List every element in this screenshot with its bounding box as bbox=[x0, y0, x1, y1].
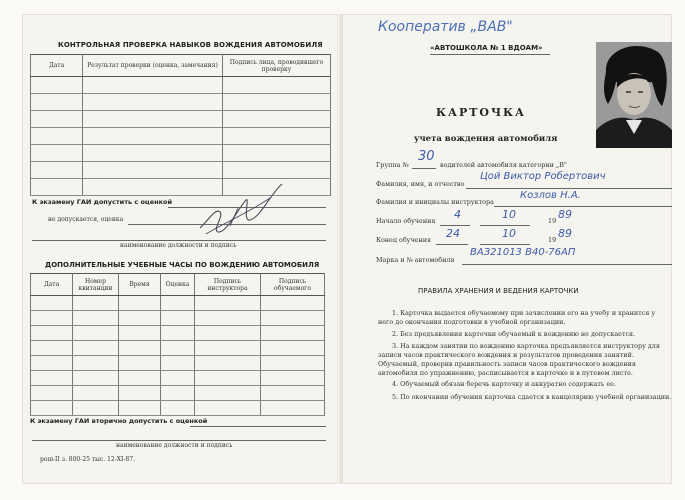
rule-item-1: 1. Карточка выдается обучаемому при зачислении его на учебу и хранится у него до окончания подготовки в учебной организации. bbox=[378, 309, 656, 326]
print-info: рош-II з. 800-25 тыс. 12-XI-87. bbox=[40, 456, 135, 463]
car-label: Марка и № автомобиля bbox=[376, 256, 455, 264]
group-line bbox=[412, 168, 436, 169]
check-header-date: Дата bbox=[31, 55, 83, 77]
start-month: 10 bbox=[502, 208, 516, 221]
start-day: 4 bbox=[454, 208, 461, 221]
school-name: «АВТОШКОЛА № 1 ВДОАМ» bbox=[430, 44, 543, 52]
car-line bbox=[462, 264, 672, 265]
extra-header-receipt: Номер квитанции bbox=[73, 274, 119, 296]
instructor-value: Козлов Н.А. bbox=[520, 190, 581, 201]
extra-header-student-sign: Подпись обучаемого bbox=[261, 274, 325, 296]
cooperative-stamp: Кооператив „ВАВ" bbox=[378, 19, 513, 35]
car-value: ВАЗ21013 В40-76АП bbox=[470, 247, 576, 258]
name-label: Фамилия, имя, и отчество bbox=[376, 180, 465, 188]
extra-header-date: Дата bbox=[31, 274, 73, 296]
table-row bbox=[31, 311, 325, 326]
card-subtitle: учета вождения автомобиля bbox=[414, 134, 558, 144]
not-admitted-label: не допускается, оценка bbox=[48, 216, 124, 223]
start-day-line bbox=[440, 225, 470, 226]
table-row bbox=[31, 111, 331, 128]
category-label: водителей автомобиля категории „В" bbox=[440, 161, 567, 169]
extra-header-instructor-sign: Подпись инструктора bbox=[195, 274, 261, 296]
rules-title: ПРАВИЛА ХРАНЕНИЯ И ВЕДЕНИЯ КАРТОЧКИ bbox=[418, 287, 579, 295]
sign-caption: наименование должности и подпись bbox=[120, 242, 237, 249]
table-row bbox=[31, 341, 325, 356]
school-underline bbox=[430, 54, 550, 55]
extra-header-time: Время bbox=[119, 274, 161, 296]
table-row bbox=[31, 128, 331, 145]
instructor-label: Фамилия и инициалы инструктора bbox=[376, 198, 494, 206]
instructor-line bbox=[494, 206, 672, 207]
student-photo bbox=[596, 42, 672, 148]
rule-item-3: 3. На каждом занятии по вождению карточка предъявляется инструктору для записи часов практического вождения и результатов проведения занятий. Обучаемый, проверив правильность записи часов практического вождения автомобиля по упражнению, расписывается в карточке и в путевом листе. bbox=[378, 342, 660, 377]
exam-admit-label: К экзамену ГАИ допустить с оценкой bbox=[32, 198, 173, 206]
end-label: Конец обучения bbox=[376, 236, 431, 244]
table-row bbox=[31, 386, 325, 401]
table-row bbox=[31, 371, 325, 386]
end-day: 24 bbox=[446, 227, 460, 240]
end-day-line bbox=[436, 244, 468, 245]
exam-admit-again-line bbox=[190, 426, 326, 427]
group-value: 30 bbox=[418, 149, 435, 164]
rule-item-4: 4. Обучаемый обязан беречь карточку и аккуратно содержать ее. bbox=[392, 380, 616, 388]
handwritten-signature bbox=[190, 178, 290, 244]
start-year: 89 bbox=[558, 208, 572, 221]
table-row bbox=[31, 356, 325, 371]
check-header-signature: Подпись лица, проводившего проверку bbox=[223, 55, 331, 77]
group-label: Группа № bbox=[376, 161, 409, 169]
sign-caption-2: наименование должности и подпись bbox=[116, 442, 233, 449]
exam-admit-again-label: К экзамену ГАИ вторично допустить с оценкой bbox=[30, 417, 208, 425]
table-row bbox=[31, 145, 331, 162]
start-label: Начало обучения bbox=[376, 217, 436, 225]
table-row bbox=[31, 77, 331, 94]
extra-section-title: ДОПОЛНИТЕЛЬНЫЕ УЧЕБНЫЕ ЧАСЫ ПО ВОЖДЕНИЮ АВТОМОБИЛЯ bbox=[45, 261, 320, 269]
table-row bbox=[31, 326, 325, 341]
name-value: Цой Виктор Робертович bbox=[480, 171, 606, 182]
table-row bbox=[31, 162, 331, 179]
table-row bbox=[31, 94, 331, 111]
rule-item-2: 2. Без предъявления карточки обучаемый к вождению не допускается. bbox=[392, 330, 636, 338]
table-row bbox=[31, 296, 325, 311]
check-section-title: КОНТРОЛЬНАЯ ПРОВЕРКА НАВЫКОВ ВОЖДЕНИЯ АВТОМОБИЛЯ bbox=[58, 41, 323, 49]
rule-item-5: 5. По окончании обучения карточка сдается в канцелярию учебной организации. bbox=[392, 393, 672, 401]
card-title: КАРТОЧКА bbox=[436, 106, 527, 119]
start-year-prefix: 19 bbox=[548, 217, 557, 225]
name-line bbox=[466, 188, 672, 189]
extra-hours-table bbox=[30, 273, 325, 416]
start-month-line bbox=[480, 225, 530, 226]
check-table bbox=[30, 54, 331, 196]
end-month-line bbox=[480, 244, 530, 245]
end-year: 89 bbox=[558, 227, 572, 240]
table-row bbox=[31, 401, 325, 416]
extra-header-grade: Оценка bbox=[161, 274, 195, 296]
end-month: 10 bbox=[502, 227, 516, 240]
check-header-result: Результат проверки (оценка, замечания) bbox=[83, 55, 223, 77]
sign-line-2 bbox=[32, 440, 326, 441]
end-year-prefix: 19 bbox=[548, 236, 557, 244]
